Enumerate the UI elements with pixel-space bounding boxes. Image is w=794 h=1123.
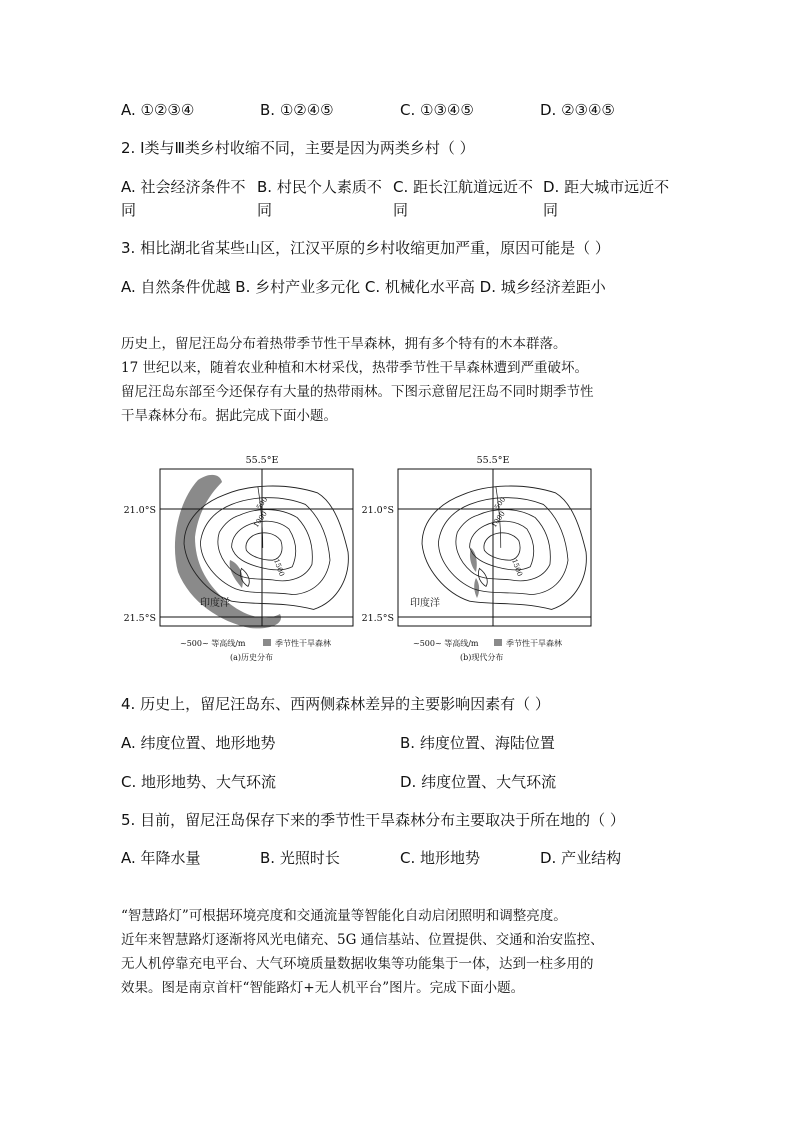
contour-label-1500-a: 1500: [272, 557, 286, 578]
q4-option-a: A. 纬度位置、地形地势: [121, 734, 276, 752]
contour-label-1000-b: 1000: [490, 509, 507, 530]
forest-modern: [470, 548, 477, 572]
map-panel-historical: [124, 455, 353, 662]
q1-option-b: B. ①②④⑤: [260, 101, 334, 119]
q4-option-c: C. 地形地势、大气环流: [121, 773, 277, 791]
contour-label-500-b: 500: [493, 495, 508, 512]
ocean-label-b: 印度洋: [410, 598, 440, 609]
q1-option-a: A. ①②③④: [121, 101, 195, 119]
lat-label-a-top: 21.0°S: [123, 505, 156, 516]
passage-line: 近年来智慧路灯逐渐将风光电储充、5G 通信基站、位置提供、交通和治安监控、: [121, 932, 604, 948]
caption-a: (a)历史分布: [230, 653, 274, 662]
lon-label-b: 55.5°E: [476, 455, 510, 466]
q3-stem: 3. 相比湖北省某些山区，江汉平原的乡村收缩更加严重，原因可能是（ ）: [121, 239, 610, 257]
q2-option-d-cont: 同: [543, 201, 559, 219]
ocean-label-a: 印度洋: [200, 598, 230, 609]
passage-line: 无人机停靠充电平台、大气环境质量数据收集等功能集于一体，达到一柱多用的: [121, 956, 594, 972]
contour-label-1500-b: 1500: [510, 557, 524, 578]
legend-contour-a: ~500~ 等高线/m: [180, 639, 246, 648]
caption-b: (b)现代分布: [460, 653, 504, 662]
legend-contour-b: ~500~ 等高线/m: [413, 639, 479, 648]
reunion-forest-map-figure: [123, 452, 620, 671]
q5-option-b: B. 光照时长: [260, 849, 340, 867]
passage-line: “智慧路灯”可根据环境亮度和交通流量等智能化自动启闭照明和调整亮度。: [121, 908, 567, 924]
q1-option-d: D. ②③④⑤: [540, 101, 615, 119]
lon-label-a: 55.5°E: [245, 455, 279, 466]
q2-stem: 2. Ⅰ类与Ⅲ类乡村收缩不同，主要是因为两类乡村（ ）: [121, 139, 475, 157]
passage-line: 17 世纪以来，随着农业种植和木材采伐，热带季节性干旱森林遭到严重破坏。: [121, 360, 588, 376]
q5-option-d: D. 产业结构: [540, 849, 622, 867]
legend-forest-b: 季节性干旱森林: [506, 639, 562, 648]
q5-option-c: C. 地形地势: [400, 849, 481, 867]
contour-label-1000-a: 1000: [252, 509, 269, 530]
q2-option-a: A. 社会经济条件不: [121, 178, 246, 196]
q2-option-c-cont: 同: [393, 201, 409, 219]
passage-line: 干旱森林分布。据此完成下面小题。: [121, 408, 337, 424]
contour-label-500-a: 500: [255, 495, 270, 512]
q5-stem: 5. 目前，留尼汪岛保存下来的季节性干旱森林分布主要取决于所在地的（ ）: [121, 811, 625, 829]
q2-option-d: D. 距大城市远近不: [543, 178, 670, 196]
q2-option-c: C. 距长江航道远近不: [393, 178, 534, 196]
q4-option-b: B. 纬度位置、海陆位置: [400, 734, 555, 752]
passage-line: 历史上，留尼汪岛分布着热带季节性干旱森林，拥有多个特有的木本群落。: [121, 336, 567, 352]
q4-stem: 4. 历史上，留尼汪岛东、西两侧森林差异的主要影响因素有（ ）: [121, 695, 550, 713]
lat-label-b-bottom: 21.5°S: [361, 613, 394, 624]
passage-reunion: [121, 332, 696, 428]
lat-label-b-top: 21.0°S: [361, 505, 394, 516]
legend-forest-a: 季节性干旱森林: [275, 639, 331, 648]
lat-label-a-bottom: 21.5°S: [123, 613, 156, 624]
q2-option-b: B. 村民个人素质不: [257, 178, 382, 196]
passage-smart-streetlight: [121, 904, 696, 1000]
passage-line: 效果。图是南京首杆“智能路灯+无人机平台”图片。完成下面小题。: [121, 980, 525, 996]
q3-options: A. 自然条件优越 B. 乡村产业多元化 C. 机械化水平高 D. 城乡经济差距小: [121, 278, 606, 296]
q2-option-b-cont: 同: [257, 201, 273, 219]
q5-option-a: A. 年降水量: [121, 849, 201, 867]
q1-option-c: C. ①③④⑤: [400, 101, 474, 119]
passage-line: 留尼汪岛东部至今还保存有大量的热带雨林。下图示意留尼汪岛不同时期季节性: [121, 384, 594, 400]
q4-option-d: D. 纬度位置、大气环流: [400, 773, 557, 791]
map-panel-modern: [362, 455, 591, 662]
q2-option-a-cont: 同: [121, 201, 137, 219]
